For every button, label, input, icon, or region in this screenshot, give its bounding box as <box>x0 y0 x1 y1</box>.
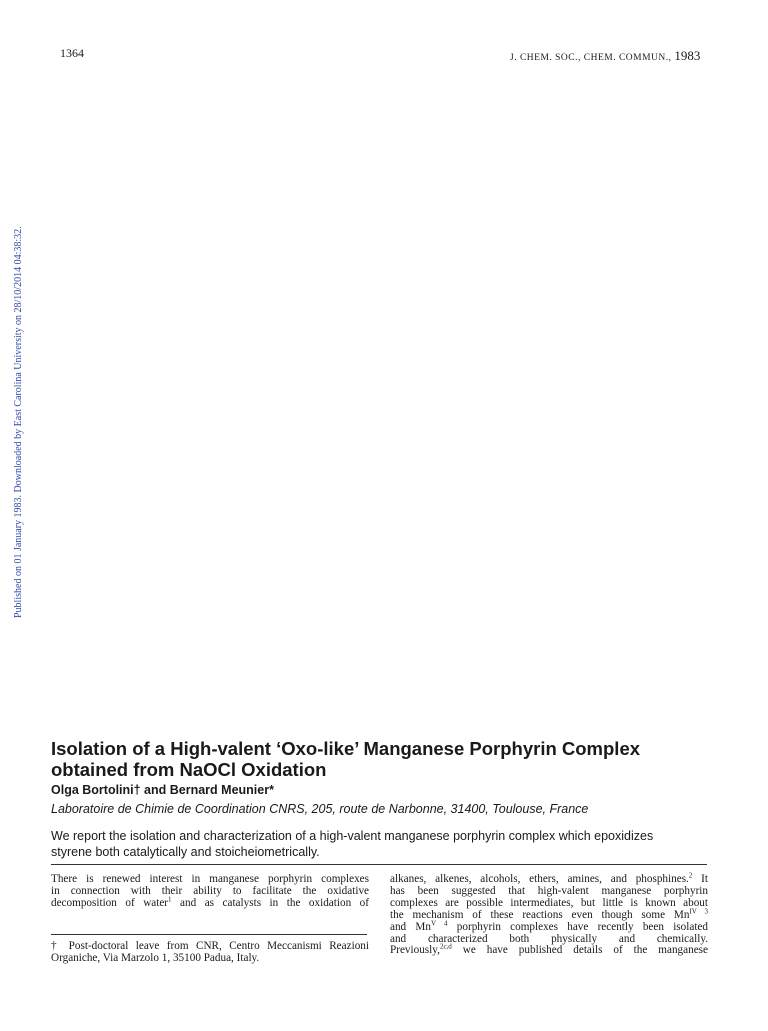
text-run: the mechanism of these reactions even though some Mn <box>390 908 690 921</box>
oxidation-state-marker: IV 3 <box>689 906 708 915</box>
article-title <box>51 738 731 780</box>
abstract-line-1: We report the isolation and characterization of a high-valent manganese porphyrin complex which epoxidizes <box>51 829 654 843</box>
title-line-1: Isolation of a High-valent ‘Oxo-like’ Manganese Porphyrin Complex <box>51 738 641 759</box>
body-line <box>51 895 369 910</box>
journal-year: 1983 <box>674 48 701 63</box>
body-line: in connection with their ability to facilitate the oxidative <box>51 884 369 897</box>
footnote-divider <box>51 934 367 935</box>
title-line-2: obtained from NaOCl Oxidation <box>51 759 327 780</box>
section-divider <box>51 864 707 865</box>
text-run: and as catalysts in the oxidation of <box>171 896 369 909</box>
body-line <box>390 918 708 934</box>
footnote-line: † Post-doctoral leave from CNR, Centro Meccanismi Reazioni <box>51 940 369 952</box>
oxidation-state-marker: V 4 <box>430 918 448 927</box>
body-line: There is renewed interest in manganese porphyrin complexes <box>51 873 369 885</box>
abstract-line-2: styrene both catalytically and stoicheiometrically. <box>51 845 320 859</box>
body-line: complexes are possible intermediates, but little is known about <box>390 896 708 909</box>
body-line: has been suggested that high-valent manganese porphyrin <box>390 884 708 897</box>
text-run: decomposition of water <box>51 896 169 909</box>
affiliation: Laboratoire de Chimie de Coordination CNRS, 205, route de Narbonne, 31400, Toulouse, France <box>51 802 589 816</box>
text-run: Previously, <box>390 944 440 957</box>
body-line <box>390 942 708 957</box>
authors: Olga Bortolini† and Bernard Meunier* <box>51 783 274 797</box>
text-run: porphyrin complexes have recently been isolated <box>447 920 708 933</box>
abstract <box>51 828 711 860</box>
right-column <box>390 871 708 957</box>
download-watermark: Published on 01 January 1983. Downloaded by East Carolina University on 28/10/2014 04:38:32. <box>13 226 24 618</box>
journal-name: J. CHEM. SOC., CHEM. COMMUN., <box>510 53 672 63</box>
text-run: alkanes, alkenes, alcohols, ethers, amines, and phosphines. <box>390 873 689 885</box>
text-run: It <box>692 873 708 885</box>
journal-header <box>510 48 700 64</box>
text-run: and Mn <box>390 920 431 933</box>
reference-marker: 1 <box>168 895 172 904</box>
page-number: 1364 <box>60 46 84 60</box>
footnote-line: Organiche, Via Marzolo 1, 35100 Padua, Italy. <box>51 951 260 964</box>
footnote <box>51 941 369 965</box>
reference-marker: 2c,d <box>439 942 452 951</box>
reference-marker: 2 <box>688 871 693 880</box>
body-line: and characterized both physically and chemically. <box>390 932 708 945</box>
left-column <box>51 874 369 910</box>
text-run: we have published details of the manganese <box>451 944 708 957</box>
